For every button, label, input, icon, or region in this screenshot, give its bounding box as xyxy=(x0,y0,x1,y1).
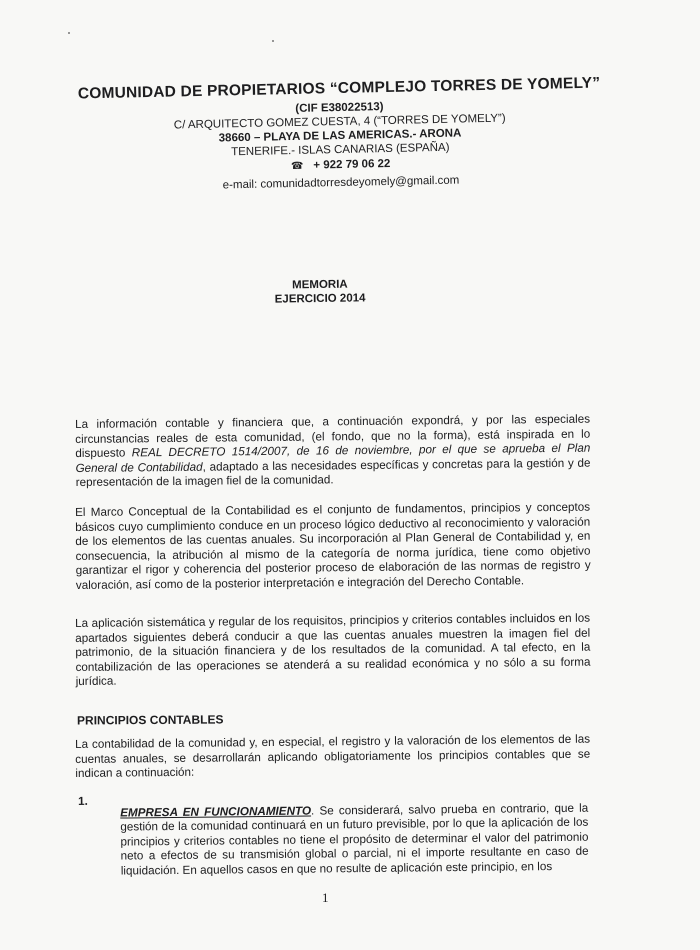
org-name: COMUNIDAD DE PROPIETARIOS “COMPLEJO TORRES DE YOMELY” xyxy=(77,74,601,103)
list-item xyxy=(78,790,589,892)
title-exercise: EJERCICIO 2014 xyxy=(274,292,366,306)
city-line: 38660 – PLAYA DE LAS AMERICAS.- ARONA xyxy=(218,127,462,145)
decree-reference: REAL DECRETO 1514/2007, de 16 de noviembre, por el que se aprueba el Plan General de Contabilidad xyxy=(75,441,591,475)
email-line: e-mail: comunidadtorresdeyomely@gmail.com xyxy=(222,174,460,192)
scan-speck xyxy=(68,32,70,34)
cif-number: (CIF E38022513) xyxy=(295,101,384,115)
intro-text: La información contable y financiera que, a continuación expondrá, y por las especiales circunstancias reales de esta comunidad, (el fondo, que no la forma), está inspirada en lo dispuesto xyxy=(75,412,591,461)
principle-text: . Se considerará, salvo prueba en contrario, que la gestión de la comunidad continuará en un futuro previsible, por lo que la aplicación de los principios y criterios contables no tiene el propósito de determinar el valor del patrimonio neto a efectos de su transmisión global o parcial, ni el importe resultante en caso de liquidación. En aquellos casos en que no resulte de aplicación este principio, en los xyxy=(120,801,589,878)
paragraph-text: La aplicación sistemática y regular de los requisitos, principios y criterios contables incluidos en los apartados siguientes deberá conducir a que las cuentas anuales muestren la imagen fiel del patrimonio, de la situación financiera y de los resultados de la comunidad. A tal efecto, en la contabilización de las operaciones se atenderá a su realidad económica y no sólo a su forma jurídica. xyxy=(75,611,591,689)
letterhead xyxy=(59,74,621,195)
intro-text-end: , adaptado a las necesidades específicas y concretas para la gestión y de representación de la imagen fiel de la comunidad. xyxy=(75,456,591,490)
principles-intro-paragraph xyxy=(75,733,590,782)
document-title xyxy=(230,277,410,308)
paragraph-text: El Marco Conceptual de la Contabilidad es el conjunto de fundamentos, principios y conceptos básicos cuyo cumplimiento conduce en un proceso lógico deductivo al reconocimiento y valoración de los elementos de las cuentas anuales. Su incorporación al Plan General de Contabilidad y, en consecuencia, la atribución al mismo de la categoría de norma jurídica, tiene como objetivo garantizar el rigor y coherencia del posterior proceso de elaboración de las normas de registro y valoración, así como de la posterior interpretación e integración del Derecho Contable. xyxy=(75,500,591,592)
paragraph-text: La contabilidad de la comunidad y, en especial, el registro y la valoración de los elementos de las cuentas anuales, se desarrollarán aplicando obligatoriamente los principios contables que se indican a continuación: xyxy=(75,732,591,781)
section-heading: PRINCIPIOS CONTABLES xyxy=(76,712,224,728)
region-line: TENERIFE.- ISLAS CANARIAS (ESPAÑA) xyxy=(231,141,450,159)
title-memoria: MEMORIA xyxy=(292,278,348,292)
phone-number: + 922 79 06 22 xyxy=(313,157,391,172)
address-line: C/ ARQUITECTO GOMEZ CUESTA, 4 (“TORRES DE YOMELY”) xyxy=(173,112,506,132)
application-paragraph xyxy=(75,612,591,690)
page-number: 1 xyxy=(322,890,329,905)
principle-keyword: EMPRESA EN FUNCIONAMIENTO xyxy=(120,804,312,820)
conceptual-framework-paragraph xyxy=(75,501,591,594)
scan-speck xyxy=(272,40,274,42)
telephone-icon: ☎ xyxy=(290,160,304,173)
list-number: 1. xyxy=(78,794,88,808)
intro-paragraph xyxy=(75,413,591,491)
